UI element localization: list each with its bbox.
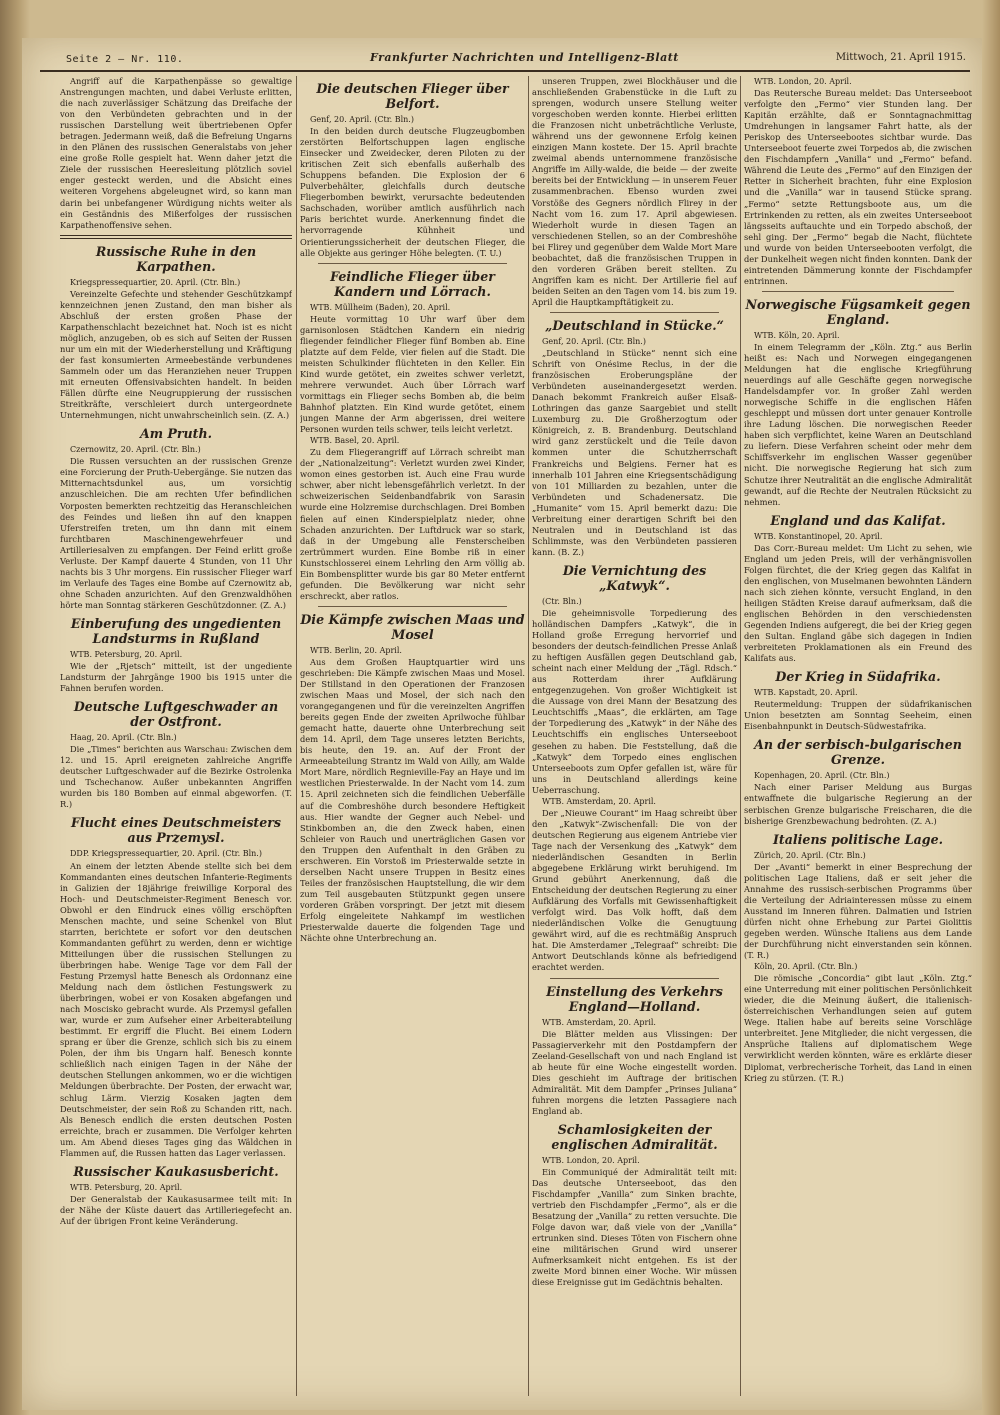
dateline: WTB. Kapstadt, 20. April.	[754, 688, 858, 698]
article-text: Wie der „Rjetsch“ mitteilt, ist der ungediente Landsturm der Jahrgänge 1900 bis 1915 unter die Fahnen berufen worden.	[60, 661, 292, 694]
dateline: WTB. Petersburg, 20. April.	[70, 1182, 183, 1192]
issue-date: Mittwoch, 21. April 1915.	[835, 52, 966, 63]
article-text: Das Reutersche Bureau meldet: Das Unterseeboot verfolgte den „Fermo“ vier Stunden lang. Der Kapitän erzählte, daß er Sonntagnachmittag Umdrehungen in langsamer Fahrt hatte, als der Periskop des Unterseebootes sichtbar wurde. Das Unterseeboot feuerte zwei Torpedos ab, die zwischen den Fischdampfern „Vanilla“ und „Fermo“ befand. Während die Leute des „Fermo“ auf den Einzigen der Retter in Sicherheit brachten, fuhr eine Explosion und die „Vanilla“ war in tausend Stücke sprang. „Fermo“ setzte Rettungsboote aus, um die Ertrinkenden zu retten, als ein zweites Unterseeboot längsseits auftauchte und ein Torpedo abschoß, der sehl ging. Der „Fermo“ begab die Nacht, flüchtete und wurde von beiden Unterseebooten verfolgt, die der Dunkelheit wegen nicht finden konnten. Dank der eintretenden Dämmerung konnte der Fischdampfer entrinnen.	[744, 88, 972, 286]
article-divider	[550, 312, 719, 313]
dateline: Köln, 20. April. (Ctr. Bln.)	[754, 962, 858, 972]
article-headline: Flucht eines Deutschmeisters aus Przemysl.	[71, 815, 281, 846]
article-text: Vereinzelte Gefechte und stehender Geschützkampf kennzeichnen jenen Zustand, den man bisher als Abschluß der ersten großen Phase der Karpathenschlacht bezeichnet hat. Noch ist es nicht möglich, anzugeben, ob es sich auf Seiten der Russen nur um ein mit der Wiederherstellung und Kräftigung der fast konsumierten Armeebestände verbundenes Sammeln oder um das Heranziehen neuer Truppen mit erneuten Offensivabsichten handelt. In beiden Fällen dürfte eine Neugruppierung der russischen Streitkräfte, verschleiert durch untergeordnete Unternehmungen, nicht unwahrscheinlich sein. (Z. A.)	[60, 288, 292, 421]
article-text: An einem der letzten Abende stellte sich bei dem Kommandanten eines deutschen Infanterie-Regiments in Galizien der 18jährige freiwillige Korporal des Hoch- und Deutschmeister-Regiment Benesch vor. Obwohl er den Eindruck eines völlig erschöpften Menschen machte, und seine Schenkel von Blut starrten, berichtete er sofort vor den deutschen Kommandanten geführt zu werden, denn er wichtige Mitteilungen über die russischen Stellungen zu überbringen habe. Wenige Tage vor dem Fall der Festung Przemysl hatte Benesch als Ordonnanz eine Meldung nach dem östlichen Festungswerk zu überbringen, wobei er von Kosaken abgefangen und nach Moscisko gebracht wurde. Als Przemysl gefallen war, wurde er zum Aufseher einer Arbeiterabteilung bestimmt. Er ergriff die Flucht. Bei einem Lodern sprang er über die Grenze, schlich sich bis zu einem Polen, der ihm bis Ungarn half. Benesch konnte schließlich nach einigen Tagen in der Nähe der deutschen Stellungen ankommen, wo er die wichtigen Meldungen überbrachte. Der Posten, der erwacht war, schlug Lärm. Vierzig Kosaken jagten dem Deutschmeister, der sein Roß zu Schanden ritt, nach. Als Benesch endlich die ersten deutschen Posten erreichte, brach er zusammen. Die Verfolger kehrten um. Am Abend dieses Tages ging das Wäldchen in Flammen auf, die Russen hatten das Lager verlassen.	[60, 860, 292, 1158]
article-headline: England und das Kalifat.	[770, 512, 946, 528]
article-text: Die Russen versuchten an der russischen Grenze eine Forcierung der Pruth-Uebergänge. Sie nutzen das Mitternachtsdunkel aus, um vorsichtig anzuschleichen. Die am rechten Ufer befindlichen Vorposten bemerkten rechtzeitig das Heranschleichen des Feindes und ließen ihn auf den knappen Uferstreifen treten, um ihn dann mit einem furchtbaren Maschinengewehrfeuer und Artilleriesalven zu empfangen. Der Feind erlitt große Verluste. Der Kampf dauerte 4 Stunden, von 11 Uhr nachts bis 3 Uhr morgens. Ein russischer Flieger warf im Verlaufe des Tages eine Bombe auf Czernowitz ab, ohne Schaden anzurichten. Auf den Grenzwaldhöhen hörte man Sonntag stärkeren Geschützdonner. (Z. A.)	[60, 456, 292, 610]
article-headline: Einstellung des Verkehrs England—Holland.	[546, 983, 723, 1014]
dateline: WTB. Konstantinopel, 20. April.	[754, 531, 883, 541]
article-headline: Russischer Kaukasusbericht.	[73, 1163, 279, 1179]
page-number: Seite 2 — Nr. 110.	[66, 54, 184, 65]
article-divider	[318, 263, 507, 264]
column-rule	[296, 76, 297, 1396]
column-3	[532, 76, 737, 1396]
article-headline: Schamlosigkeiten der englischen Admiralität.	[551, 1121, 718, 1152]
article-text: Reutermeldung: Truppen der südafrikanischen Union besetzten am Sonntag Seeheim, einen Eisenbahnpunkt in Deutsch-Südwestafrika.	[744, 699, 972, 732]
article-headline: Die deutschen Flieger über Belfort.	[316, 81, 509, 111]
article-divider	[550, 978, 719, 979]
article-headline: Die Kämpfe zwischen Maas und Mosel	[300, 611, 525, 642]
dateline: WTB. Berlin, 20. April.	[310, 645, 402, 655]
article-text: Die Blätter melden aus Vlissingen: Der Passagierverkehr mit den Postdampfern der Zeeland-Gesellschaft von und nach England ist ab heute für eine Woche eingestellt worden. Dies geschieht im Auftrage der britischen Admiralität. Mit dem Dampfer „Prinses Juliana“ fuhren morgens die letzten Passagiere nach England ab.	[532, 1028, 737, 1116]
article-headline: Italiens politische Lage.	[773, 831, 943, 847]
article-divider	[318, 606, 507, 607]
article-headline: Einberufung des ungedienten Landsturms in Rußland	[70, 615, 282, 646]
dateline: WTB. Amsterdam, 20. April.	[542, 796, 656, 806]
article-text: unseren Truppen, zwei Blockhäuser und die anschließenden Grabenstücke in die Luft zu sprengen, wodurch unsere Stellung weiter vorgeschoben werden konnte. Hierbei erlitten die Franzosen nicht unbeträchtliche Verluste, während uns der gewonnene Erfolg keinen einzigen Mann kostete. Der 15. April brachte zweimal abends unternommene französische Angriffe im Ailly-walde, die beide — der zweite bereits bei der Entwicklung — in unserem Feuer zusammenbrachen. Ebenso wurden zwei Vorstöße des Gegners nördlich Flirey in der Nacht vom 16. zum 17. April abgewiesen. Wiederholt wurde in diesen Tagen an verschiedenen Stellen, so an der Combreshöhe bei Flirey und gegenüber dem Walde Mort Mare beobachtet, daß die französischen Truppen in den vorderen Gräben bereit stellten. Zu Angriffen kam es nicht. Der Artillerie fiel auf beiden Seiten an den Tagen vom 14. bis zum 19. April die Hauptkampftätigkeit zu.	[532, 76, 737, 307]
article-text: In einem Telegramm der „Köln. Ztg.“ aus Berlin heißt es: Nach und Norwegen eingegangenen Meldungen hat die englische Kriegführung neuerdings auf alle Geschäfte gegen norwegische Handelsdampfer vor. In großer Zahl werden norwegische Schiffe in die englischen Häfen geschleppt und müssen dort unter genauer Kontrolle ihre Ladung löschen. Die norwegischen Reeder haben sich verpflichtet, keine Waren an Deutschland zu liefern. Diese Verfahren scheint oder mehr dem Schiffsverkehr im englischen Wasser gegenüber nicht. Die norwegische Regierung hat sich zum Schutze ihrer Neutralität an die englische Admiralität gewandt, auf die Rechte der Neutralen Rücksicht zu nehmen.	[744, 341, 972, 507]
dateline: DDP. Kriegspressequartier, 20. April. (Ctr. Bln.)	[70, 849, 262, 859]
masthead: Frankfurter Nachrichten und Intelligenz-Blatt	[370, 51, 679, 64]
article-headline: „Deutschland in Stücke.“	[545, 317, 724, 333]
dateline: Kriegspressequartier, 20. April. (Ctr. Bln.)	[70, 277, 241, 287]
article-headline: Am Pruth.	[139, 426, 213, 442]
dateline: WTB. London, 20. April.	[542, 1155, 640, 1165]
page-edge	[982, 0, 1000, 1415]
dateline: WTB. Basel, 20. April.	[310, 436, 400, 446]
article-text: Heute vormittag 10 Uhr warf über dem garnisonlosen Städtchen Kandern ein niedrig fliegender feindlicher Flieger fünf Bomben ab. Eine platzte auf dem Felde, vier fielen auf die Stadt. Die meisten Schulkinder flüchteten in den Keller. Ein Kind wurde getötet, ein zweites schwer verletzt, mehrere verwundet. Auch über Lörrach warf vormittags ein Flieger sechs Bomben ab, die beim Bahnhof platzten. Ein Kind wurde getötet, einem jungen Manne der Arm abgerissen, drei weitere Personen wurden teils schwer, teils leicht verletzt.	[300, 313, 525, 435]
article-text: Die römische „Concordia“ gibt laut „Köln. Ztg.“ eine Unterredung mit einer politischen Persönlichkeit wieder, die die Meinung äußert, die italienisch-österreichischen Verhandlungen seien auf gutem Wege. Italien habe auf bereits seine Vorschläge unterbreitet. Jene Mitglieder, die nicht vergessen, die Ansprüche Italiens auf diplomatischem Wege verwirklicht werden könnten, wäre es erklärte dieser Diplomat, verbrecherische Torheit, das Land in einen Krieg zu stürzen. (T. R.)	[744, 973, 972, 1083]
dateline: WTB. Petersburg, 20. April.	[70, 649, 183, 659]
article-text: Die geheimnisvolle Torpedierung des holländischen Dampfers „Katwyk“, die in Holland große Erregung hervorrief und besonders der deutsch-feindlichen Presse Anlaß zu heftigen Ausfällen gegen Deutschland gab, scheint nach einer Meldung der „Tägl. Rdsch.“ aus Rotterdam ihrer Aufklärung entgegenzugehen. Von großer Wichtigkeit ist die Aussage von drei Mann der Besatzung des Leuchtschiffs „Maas“, die erklärten, am Tage der Torpedierung des „Katwyk“ in der Nähe des Leuchtschiffs ein englisches Unterseeboot gesehen zu haben. Die Feststellung, daß die „Katwyk“ dem Torpedo eines englischen Unterseeboots zum Opfer gefallen ist, wäre für uns in Deutschland allerdings keine Ueberraschung.	[532, 607, 737, 795]
article-text: Nach einer Pariser Meldung aus Burgas entwaffnete die bulgarische Regierung an der serbischen Grenze bulgarische Freischaren, die die bisherige Grenzbewachung bedrohten. (Z. A.)	[744, 782, 972, 826]
article-text: Die „Times“ berichten aus Warschau: Zwischen dem 12. und 15. April ereigneten zahlreiche Angriffe deutscher Luftgeschwader auf die Bezirke Ostrolenka und Tschechanow. Außer unbekannten Angriffen wurden bis 180 Bomben auf einmal abgeworfen. (T. R.)	[60, 744, 292, 810]
article-text: Zu dem Fliegerangriff auf Lörrach schreibt man der „Nationalzeitung“: Verletzt wurden zwei Kinder, womon eines gestorben ist. Auch eine Frau wurde schwer, aber nicht lebensgefährlich verletzt. In der schweizerischen Seidenbandfabrik von Sarasin wurde eine Holzremise durchschlagen. Drei Bomben fielen auf einen Kinderspielplatz nieder, ohne Schaden anzurichten. Der Luftdruck war so stark, daß in der Umgebung alle Fensterscheiben zertrümmert wurden. Eine Bombe riß in einer Kunstschlosserei einem Lehrling den Arm völlig ab. Ein Bombensplitter wurde bis gar 80 Meter entfernt gefunden. Die Bevölkerung war nicht sehr erschreckt, aber ratlos.	[300, 447, 525, 601]
dateline: WTB. London, 20. April.	[754, 77, 852, 86]
article-headline: Der Krieg in Südafrika.	[775, 669, 941, 685]
column-1	[60, 76, 292, 1396]
article-text: Der „Nieuwe Courant“ im Haag schreibt über den „Katwyk“-Zwischenfall: Die von der deutschen Regierung aus eigenem Antriebe vier Tage nach der Versenkung des „Katwyk“ dem niederländischen Gesandten in Berlin abgegebene Erklärung wirkt beruhigend. Im Grund gebührt Anerkennung, daß die Entscheidung der deutschen Regierung zu einer Aufklärung des Vorfalls mit Gewissenhaftigkeit verfolgt wird. Das Volk hofft, daß dem niederländischen Volke die Genugtuung gewährt wird, auf die es rechtmäßig Anspruch hat. Die Amsterdamer „Telegraaf“ schreibt: Die Antwort Deutschlands könne als befriedigend erachtet werden.	[532, 807, 737, 973]
page-header	[40, 44, 970, 72]
dateline: Zürich, 20. April. (Ctr. Bln.)	[754, 850, 866, 860]
article-text: In den beiden durch deutsche Flugzeugbomben zerstörten Belfortschuppen lagen englische Einsecker und Zweidecker, deren Piloten zu der kritischen Zeit sich ebenfalls außerhalb des Schuppens befanden. Die Explosion der 6 Pulverbehälter, gleichfalls durch deutsche Fliegerbomben bewirkt, verursachte bedeutenden Sachschaden, worüber amtlich ausführlich nach Paris berichtet wurde. Anerkennung findet die hervorragende Kühnheit und Orientierungssicherheit der deutschen Flieger, die alle Objekte aus geringer Höhe belegten. (T. U.)	[300, 126, 525, 258]
dateline: WTB. Köln, 20. April.	[754, 330, 840, 340]
article-text: Ein Communiqué der Admiralität teilt mit: Das deutsche Unterseeboot, das den Fischdampfer „Vanilla“ zum Sinken brachte, vertrieb den Fischdampfer „Fermo“, als er die Besatzung der „Vanilla“ zu retten versuchte. Die Folge davon war, daß viele von der „Vanilla“ ertrunken sind. Dieses Töten von Fischern ohne eine militärischen Grund wird unserer Aufmerksamkeit nicht entgehen. Es ist der zweite Mord binnen einer Woche. Wir müssen diese Ereignisse gut im Gedächtnis behalten.	[532, 1166, 737, 1288]
dateline: Haag, 20. April. (Ctr. Bln.)	[70, 733, 177, 743]
article-divider	[762, 291, 954, 292]
article-text: Das Corr.-Bureau meldet: Um Licht zu sehen, wie England um jeden Preis, will der verhängnisvollen Folgen fürchtet, die der Krieg gegen das Kalifat in den englischen, von Muselmanen bewohnten Ländern nach sich ziehen könnte, versucht England, in den heiligen Städten Kreise darauf aufmerksam, daß die englischen Behörden in den verschiedensten Gegenden Indiens aufgeregt, die bei der Krieg gegen den Sultan. England gäbe sich dagegen in Indien verbreiteten Proklamationen als ein Freund des Kalifats aus.	[744, 542, 972, 664]
article-headline: An der serbisch-bulgarischen Grenze.	[754, 737, 962, 768]
column-2	[300, 76, 525, 1396]
article-headline: Norwegische Fügsamkeit gegen England.	[745, 296, 971, 327]
dateline: WTB. Müllheim (Baden), 20. April.	[310, 302, 451, 312]
column-rule	[528, 76, 529, 1396]
article-text: Der „Avanti“ bemerkt in einer Besprechung der politischen Lage Italiens, daß er seit jeher die Annahme des russisch-serbischen Programms über die Verteilung der Adriainteressen müsse zu einem Ausstand im Inneren führen. Dalmatien und Istrien dürfen nicht ohne Erhebung zur Partei Giolittis gegeben werden. Wünsche Italiens aus dem Lande der Durchführung nicht einverstanden sein können. (T. R.)	[744, 861, 972, 961]
dateline: Genf, 20. April. (Ctr. Bln.)	[310, 115, 414, 124]
article-text: Angriff auf die Karpathenpässe so gewaltige Anstrengungen machten, und dabei Verluste erlitten, die nach zuverlässiger Schätzung das Dreifache der von den Verbündeten gebrachten und in der russischen Darstellung weit übertriebenen Opfer betragen. Jedermann weiß, daß die Befreiung Ungarns in den Plänen des russischen Generalstabs von jeher eine große Rolle gespielt hat. Wenn daher jetzt die Ziele der russischen Heeresleitung plötzlich soviel enger gesteckt werden, und die Absicht eines weiteren Vorgehens abgeleugnet wird, so kann man darin bei unbefangener Würdigung nichts weiter als ein Geständnis des Mißerfolges der russischen Karpathenoffensive sehen.	[60, 76, 292, 230]
dateline: (Ctr. Bln.)	[542, 596, 582, 606]
article-headline: Russische Ruhe in den Karpathen.	[95, 243, 257, 274]
dateline: WTB. Amsterdam, 20. April.	[542, 1017, 656, 1027]
article-text: „Deutschland in Stücke“ nennt sich eine Schrift von Onésime Reclus, in der die französischen Eroberungspläne der Verbündeten auseinandergesetzt werden. Danach bekommt Frankreich außer Elsaß-Lothringen das ganze Saargebiet und stellt Luxemburg zu. Die Großherzogtum oder Königreich, z. B. Brandenburg. Deutschland wird ganz zerstückelt und die Teile davon kommen unter die Schutzherrschaft Frankreichs und Belgiens. Ferner hat es innerhalb 101 Jahren eine Kriegsentschädigung von 101 Milliarden zu bezahlen, unter die Verbündeten und Schadenersatz. Die „Humanite“ vom 15. April bemerkt dazu: Die Verbreitung einer derartigen Schrift bei den Neutralen und in Deutschland ist das Schlimmste, was den Verbündeten passieren kann. (B. Z.)	[532, 348, 737, 557]
article-headline: Deutsche Luftgeschwader an der Ostfront.	[73, 699, 279, 730]
article-text: Aus dem Großen Hauptquartier wird uns geschrieben: Die Kämpfe zwischen Maas und Mosel. Der Stillstand in den Operationen der Franzosen zwischen Maas und Mosel, der sich nach den vorangegangenen und für die vereinzelten Angriffen bereits gegen Ende der zweiten Aprilwoche fühlbar gemacht hatte, dauerte ohne Unterbrechung seit dem 14. April, dem Tage unseres letzten Berichts, bis heute, den 19. an. Auf der Front der Armeeabteilung Strantz im Wald von Ailly, am Walde Mort Mare, nördlich Regnieville-Fay an Haye und im westlichen Priesterwalde. In der Nacht vom 14. zum 15. April zeichneten sich die feindlichen Ueberfälle auf die Combreshöhe durch besondere Heftigkeit aus. Hier wandte der Gegner auch Nebel- und Stinkbomben an, die den Zweck haben, einen Schleier von Rauch und unerträglichen Gasen vor den Truppen den Aufenthalt in den Gräben zu erschweren. Ein Vorstoß im Priesterwalde setzte in derselben Nacht unsere Truppen in Besitz eines Teiles der französischen Hauptstellung, die wir dem zum Teil ausgebauten Stützpunkt gegen unsere vorderen Gräben vorspringt. Der jetzt mit diesem Erfolg eingeleitete Nahkampf im westlichen Priesterwalde dauerte die folgenden Tage und Nächte ohne Unterbrechung an.	[300, 656, 525, 944]
article-divider	[60, 235, 292, 239]
article-text: Der Generalstab der Kaukasusarmee teilt mit: In der Nähe der Küste dauert das Artilleriegefecht an. Auf der übrigen Front keine Veränderung.	[60, 1193, 292, 1226]
column-4	[744, 76, 972, 1396]
article-headline: Feindliche Flieger über Kandern und Lörrach.	[330, 268, 495, 299]
dateline: Kopenhagen, 20. April. (Ctr. Bln.)	[754, 771, 890, 781]
dateline: Czernowitz, 20. April. (Ctr. Bln.)	[70, 445, 201, 455]
article-headline: Die Vernichtung des „Katwyk“.	[562, 562, 707, 593]
column-rule	[740, 76, 741, 1396]
dateline: Genf, 20. April. (Ctr. Bln.)	[542, 336, 646, 346]
